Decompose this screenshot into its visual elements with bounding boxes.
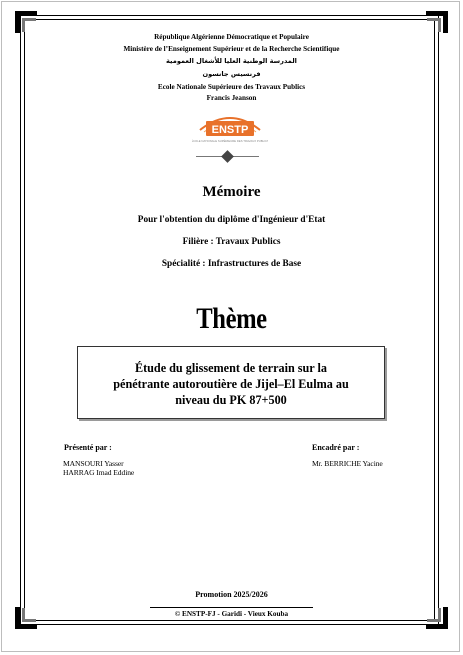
supervisor-name: Mr. BERRICHE Yacine — [312, 459, 383, 468]
logo-wordmark: ENSTP — [211, 124, 249, 136]
logo-subtitle: ÉCOLE NATIONALE SUPÉRIEURE DES TRAVAUX PUBLICS — [192, 139, 268, 143]
arabic-name-line: فرنسيس جانسون — [202, 70, 261, 78]
school-line: Ecole Nationale Supérieure des Travaux Publics — [157, 83, 306, 91]
theme-title-line-1: Étude du glissement de terrain sur la — [134, 361, 328, 375]
author-name: HARRAG Imad Eddine — [63, 468, 135, 477]
theme-title-line-3: niveau du PK 87+500 — [175, 393, 287, 407]
supervisor-label: Encadré par : — [312, 443, 360, 452]
specialite: Spécialité : Infrastructures de Base — [161, 259, 302, 269]
theme-title-line-2: pénétrante autoroutière de Jijel–El Eulma au — [113, 377, 349, 391]
school-name-line: Francis Jeanson — [206, 94, 257, 102]
filiere: Filière : Travaux Publics — [182, 237, 281, 247]
divider-left — [196, 156, 222, 157]
ministry-line: Ministère de l’Enseignement Supérieur et de la Recherche Scientifique — [123, 45, 340, 53]
document-purpose: Pour l'obtention du diplôme d'Ingénieur d'Etat — [137, 215, 326, 225]
footer-divider — [150, 607, 313, 608]
divider-right — [233, 156, 259, 157]
footer-copyright: © ENSTP-FJ - Garidi - Vieux Kouba — [174, 610, 289, 618]
promotion: Promotion 2025/2026 — [195, 590, 268, 599]
author-name: MANSOURI Yasser — [63, 459, 124, 468]
arabic-school-line: المدرسة الوطنية العليا للأشغال العمومية — [166, 57, 297, 65]
republic-line: République Algérienne Démocratique et Populaire — [154, 33, 309, 41]
theme-heading: Thème — [196, 302, 267, 335]
authors-label: Présenté par : — [64, 443, 112, 452]
document-type: Mémoire — [202, 184, 261, 200]
theme-title-box — [77, 346, 385, 419]
enstp-logo — [192, 106, 268, 146]
